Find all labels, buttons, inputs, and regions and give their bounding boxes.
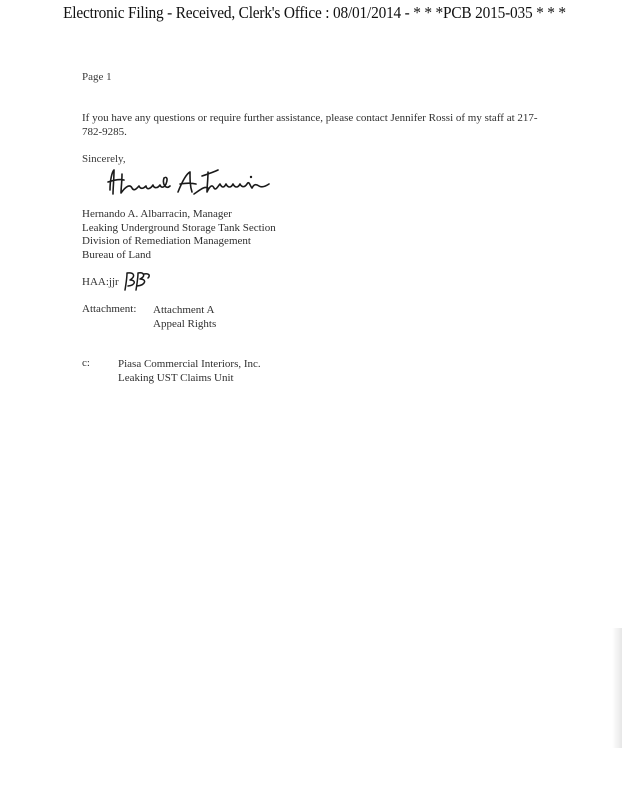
handwritten-initials-icon [122,270,152,292]
cc-list [118,357,261,385]
closing: Sincerely, [82,153,126,165]
signature-block [82,208,276,262]
attachment-label: Attachment: [82,303,137,315]
attachment-list [153,303,216,331]
handwritten-signature-icon [104,166,274,200]
signer-section: Leaking Underground Storage Tank Section [82,221,276,234]
attachment-item: Attachment A [153,304,215,316]
letter-body: If you have any questions or require further assistance, please contact Jennifer Rossi of my staff at 217-782-9285. [82,112,538,138]
signer-name-title: Hernando A. Albarracin, Manager [82,208,232,220]
cc-label: c: [82,357,90,369]
scan-edge-shadow [612,628,622,748]
filing-stamp-header: Electronic Filing - Received, Clerk's Office : 08/01/2014 - * * *PCB 2015-035 * * * [63,3,566,22]
signer-bureau: Bureau of Land [82,248,152,261]
reference-initials: HAA:jjr [82,276,119,288]
page-number: Page 1 [82,71,112,83]
attachment-item: Appeal Rights [153,318,217,330]
cc-recipient: Piasa Commercial Interiors, Inc. [118,358,261,370]
signer-division: Division of Remediation Management [82,235,251,248]
cc-recipient: Leaking UST Claims Unit [118,372,234,384]
